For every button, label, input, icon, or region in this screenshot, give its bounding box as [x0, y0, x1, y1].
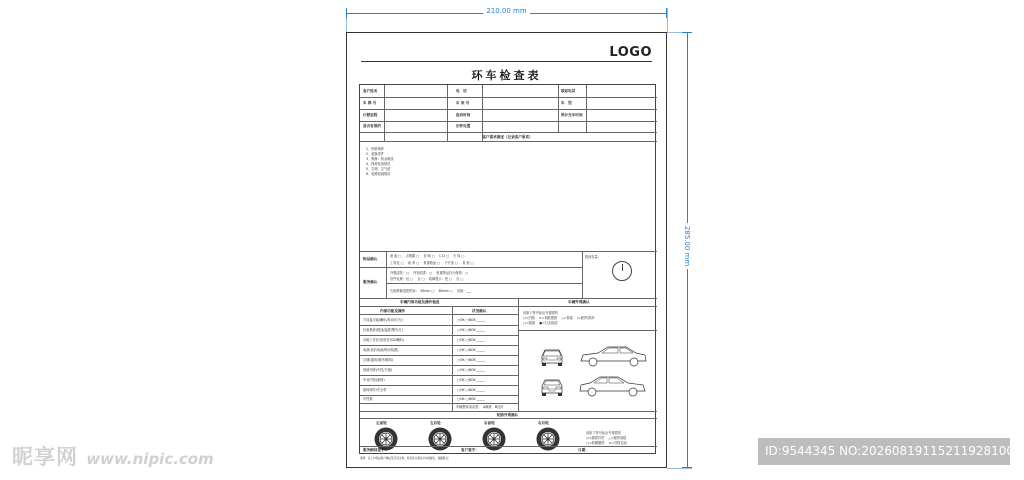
- tyre-legend-1: ○=磨损异常 △=割伤划痕: [586, 436, 627, 440]
- label-mileage: 行驶里程: [363, 113, 378, 117]
- status-checkbox[interactable]: □OK □NOK _____: [457, 368, 485, 372]
- exterior-legend-title: 用如下符号标出外观损伤: [523, 311, 559, 315]
- table-row: 车身内饰(座椅): [363, 378, 385, 382]
- logo-rule: [361, 61, 652, 62]
- label-appointment: 是否有预约: [363, 124, 381, 128]
- tyre-section-title: 轮胎外观确认: [496, 413, 519, 417]
- service-line-2: 旧件处理：包 □ 否 □ 故障提示：是 □ 否 □: [390, 277, 464, 281]
- watermark: [12, 441, 214, 471]
- tyre-icon: [482, 427, 506, 451]
- table-row: 座椅调节/安全带: [363, 388, 387, 392]
- service-line-1: 外观清洗：□ 内饰清洗：□ 贵重物品自行保管：□: [390, 271, 468, 275]
- label-contact-phone: 联系电话: [561, 89, 576, 93]
- document-title: 环车检查表: [471, 69, 542, 82]
- items-label: 物品确认: [363, 257, 378, 261]
- items-line-1: 备 胎 □ 点烟器 □ 音 响 □ C D □ 天 线 □: [390, 254, 465, 258]
- table-row: 音响工作状况(收音/CD/喇叭): [363, 338, 405, 342]
- label-model: 车 型: [561, 101, 572, 105]
- exterior-legend-2: □=裂痕 ●=石击痕迹: [523, 321, 558, 325]
- status-checkbox[interactable]: □OK □NOK _____: [457, 318, 485, 322]
- car-side-view-right-icon: [578, 373, 648, 399]
- label-delivery-time: 预计交车时间: [561, 113, 583, 117]
- width-label: 210.00 mm: [483, 7, 529, 15]
- request-item: 6、电路检测情况: [366, 172, 391, 176]
- tyre-legend-title: 用如下符号标出外观损伤: [586, 431, 622, 435]
- exterior-legend-1: ○=凹陷 ×=划痕擦损 △=掉漆 /=缺件/损坏: [523, 316, 595, 320]
- cleanliness-footer: 车辆整体清洁度： A满意 B良好: [456, 405, 504, 409]
- exterior-section-title: 车辆外观确认: [568, 300, 590, 304]
- car-side-view-icon: [578, 343, 648, 369]
- status-checkbox[interactable]: □OK □NOK _____: [457, 348, 485, 352]
- status-checkbox[interactable]: □OK □NOK _____: [457, 388, 485, 392]
- tyre-icon: [536, 427, 560, 451]
- requests-title: 客户需求描述（记录客户原话）: [482, 135, 533, 139]
- fuel-label: 燃油存量：: [585, 255, 601, 259]
- car-front-view-icon: [538, 345, 566, 367]
- table-row: 空调(通风/制冷/暖风): [363, 358, 394, 362]
- width-dimension: [346, 8, 667, 18]
- interior-col-item: 内部功能及操作: [380, 309, 406, 313]
- wheel-label: 右后轮: [538, 421, 549, 425]
- table-row: 雨刮(前后雨刮/喷水装置): [363, 348, 399, 352]
- wheel-label: 左前轮: [376, 421, 387, 425]
- status-checkbox[interactable]: □OK □NOK _____: [457, 358, 485, 362]
- table-row: 玻璃升降(中控/天窗): [363, 368, 393, 372]
- status-checkbox[interactable]: □OK □NOK _____: [457, 338, 485, 342]
- request-item: 4、保养检查情况: [366, 162, 391, 166]
- table-row: 仪表系统(燃油/温度/警告灯): [363, 328, 403, 332]
- wheel-label: 右前轮: [484, 421, 495, 425]
- request-item: 1、例常保养: [366, 147, 384, 151]
- watermark-brand: 昵享网: [12, 445, 78, 469]
- label-phone: 电 话: [456, 89, 467, 93]
- wheel-label: 左后轮: [430, 421, 441, 425]
- request-item: 5、空调、空气滤: [366, 167, 391, 171]
- car-rear-view-icon: [538, 375, 566, 397]
- status-checkbox[interactable]: □OK □NOK _____: [457, 397, 485, 401]
- interior-col-status: 状况确认: [472, 309, 487, 313]
- table-row: 方向盘功能(喇叭/转向/灯光): [363, 318, 403, 322]
- height-label: 285.00 mm: [683, 223, 691, 269]
- tyre-icon: [428, 427, 452, 451]
- footnote: 说明：以上内容由客户确认签字后生效，如有异议请在交车前提出，谢谢配合！: [360, 457, 451, 460]
- image-id-bar: ID:9544345 NO:20260819115211928100: [758, 438, 1010, 465]
- items-line-2: 工具包 □ 雨 伞 □ 贵重物品 □ 千斤顶 □ 其 他 □: [390, 261, 474, 265]
- height-dimension: [682, 32, 692, 468]
- service-label: 服务确认: [363, 280, 378, 284]
- fuel-gauge-icon: [612, 261, 632, 281]
- table-row: 中控锁: [363, 397, 373, 401]
- inspection-sheet: [346, 32, 667, 468]
- label-arrival-time: 进店时间: [456, 113, 471, 117]
- signature-date[interactable]: 日期：: [578, 448, 589, 452]
- status-checkbox[interactable]: □OK □NOK _____: [457, 378, 485, 382]
- customer-signature[interactable]: 客户签字：: [461, 448, 479, 452]
- request-item: 3、维修：钣金喷漆: [366, 157, 394, 161]
- logo: LOGO: [609, 45, 652, 60]
- label-old-parts: 旧件处置: [456, 124, 471, 128]
- watermark-url: www.nipic.com: [86, 450, 214, 468]
- tyre-legend-2: □=轮辋磨损 ×=异物扎胎: [586, 441, 627, 445]
- service-line-3: 告知维修进度时间： 30min □ 60min □ 其他：___: [390, 289, 472, 293]
- status-checkbox[interactable]: □OK □NOK _____: [457, 328, 485, 332]
- label-customer-name: 客户姓名: [363, 89, 378, 93]
- label-vin: 车 架 号: [456, 101, 470, 105]
- request-item: 2、更换零件: [366, 152, 384, 156]
- advisor-signature[interactable]: 服务顾问签字：: [363, 448, 389, 452]
- inspection-form: [359, 84, 656, 454]
- label-plate: 车 牌 号: [363, 101, 377, 105]
- interior-section-title: 车辆内部功能及操作检查: [400, 300, 440, 304]
